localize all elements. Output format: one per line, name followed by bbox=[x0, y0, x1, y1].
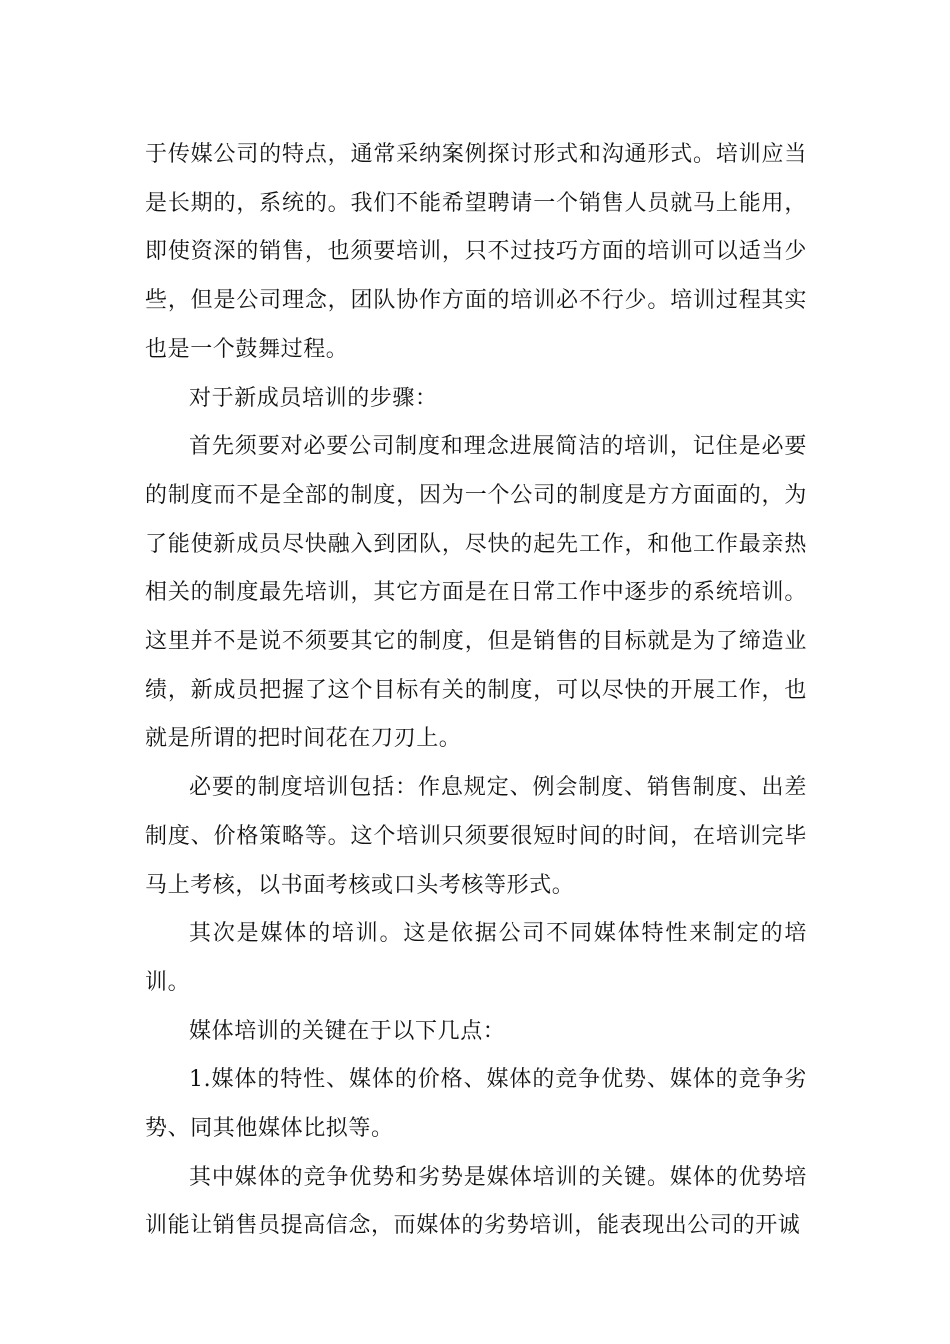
paragraph-3: 首先须要对必要公司制度和理念进展简洁的培训，记住是必要的制度而不是全部的制度，因为一个公司的制度是方方面面的，为了能使新成员尽快融入到团队，尽快的起先工作，和他工作最亲热相关的制度最先培训，其它方面是在日常工作中逐步的系统培训。这里并不是说不须要其它的制度，但是销售的目标就是为了缔造业绩，新成员把握了这个目标有关的制度，可以尽快的开展工作，也就是所谓的把时间花在刀刃上。 bbox=[145, 434, 807, 752]
paragraph-2: 对于新成员培训的步骤： bbox=[189, 385, 438, 411]
paragraph-8: 其中媒体的竞争优势和劣势是媒体培训的关键。媒体的优势培训能让销售员提高信念，而媒体的劣势培训，能表现出公司的开诚 bbox=[145, 1164, 807, 1239]
paragraph-1: 于传媒公司的特点，通常采纳案例探讨形式和沟通形式。培训应当是长期的，系统的。我们不能希望聘请一个销售人员就马上能用，即使资深的销售，也须要培训，只不过技巧方面的培训可以适当少些，但是公司理念，团队协作方面的培训必不行少。培训过程其实也是一个鼓舞过程。 bbox=[145, 142, 807, 362]
document-body bbox=[145, 131, 807, 1251]
paragraph-5: 其次是媒体的培训。这是依据公司不同媒体特性来制定的培训。 bbox=[145, 921, 807, 995]
paragraph-6: 媒体培训的关键在于以下几点： bbox=[189, 1018, 506, 1044]
paragraph-7: 1.媒体的特性、媒体的价格、媒体的竞争优势、媒体的竞争劣势、同其他媒体比拟等。 bbox=[145, 1067, 807, 1142]
paragraph-4: 必要的制度培训包括：作息规定、例会制度、销售制度、出差制度、价格策略等。这个培训只须要很短时间的时间，在培训完毕马上考核，以书面考核或口头考核等形式。 bbox=[145, 775, 807, 898]
